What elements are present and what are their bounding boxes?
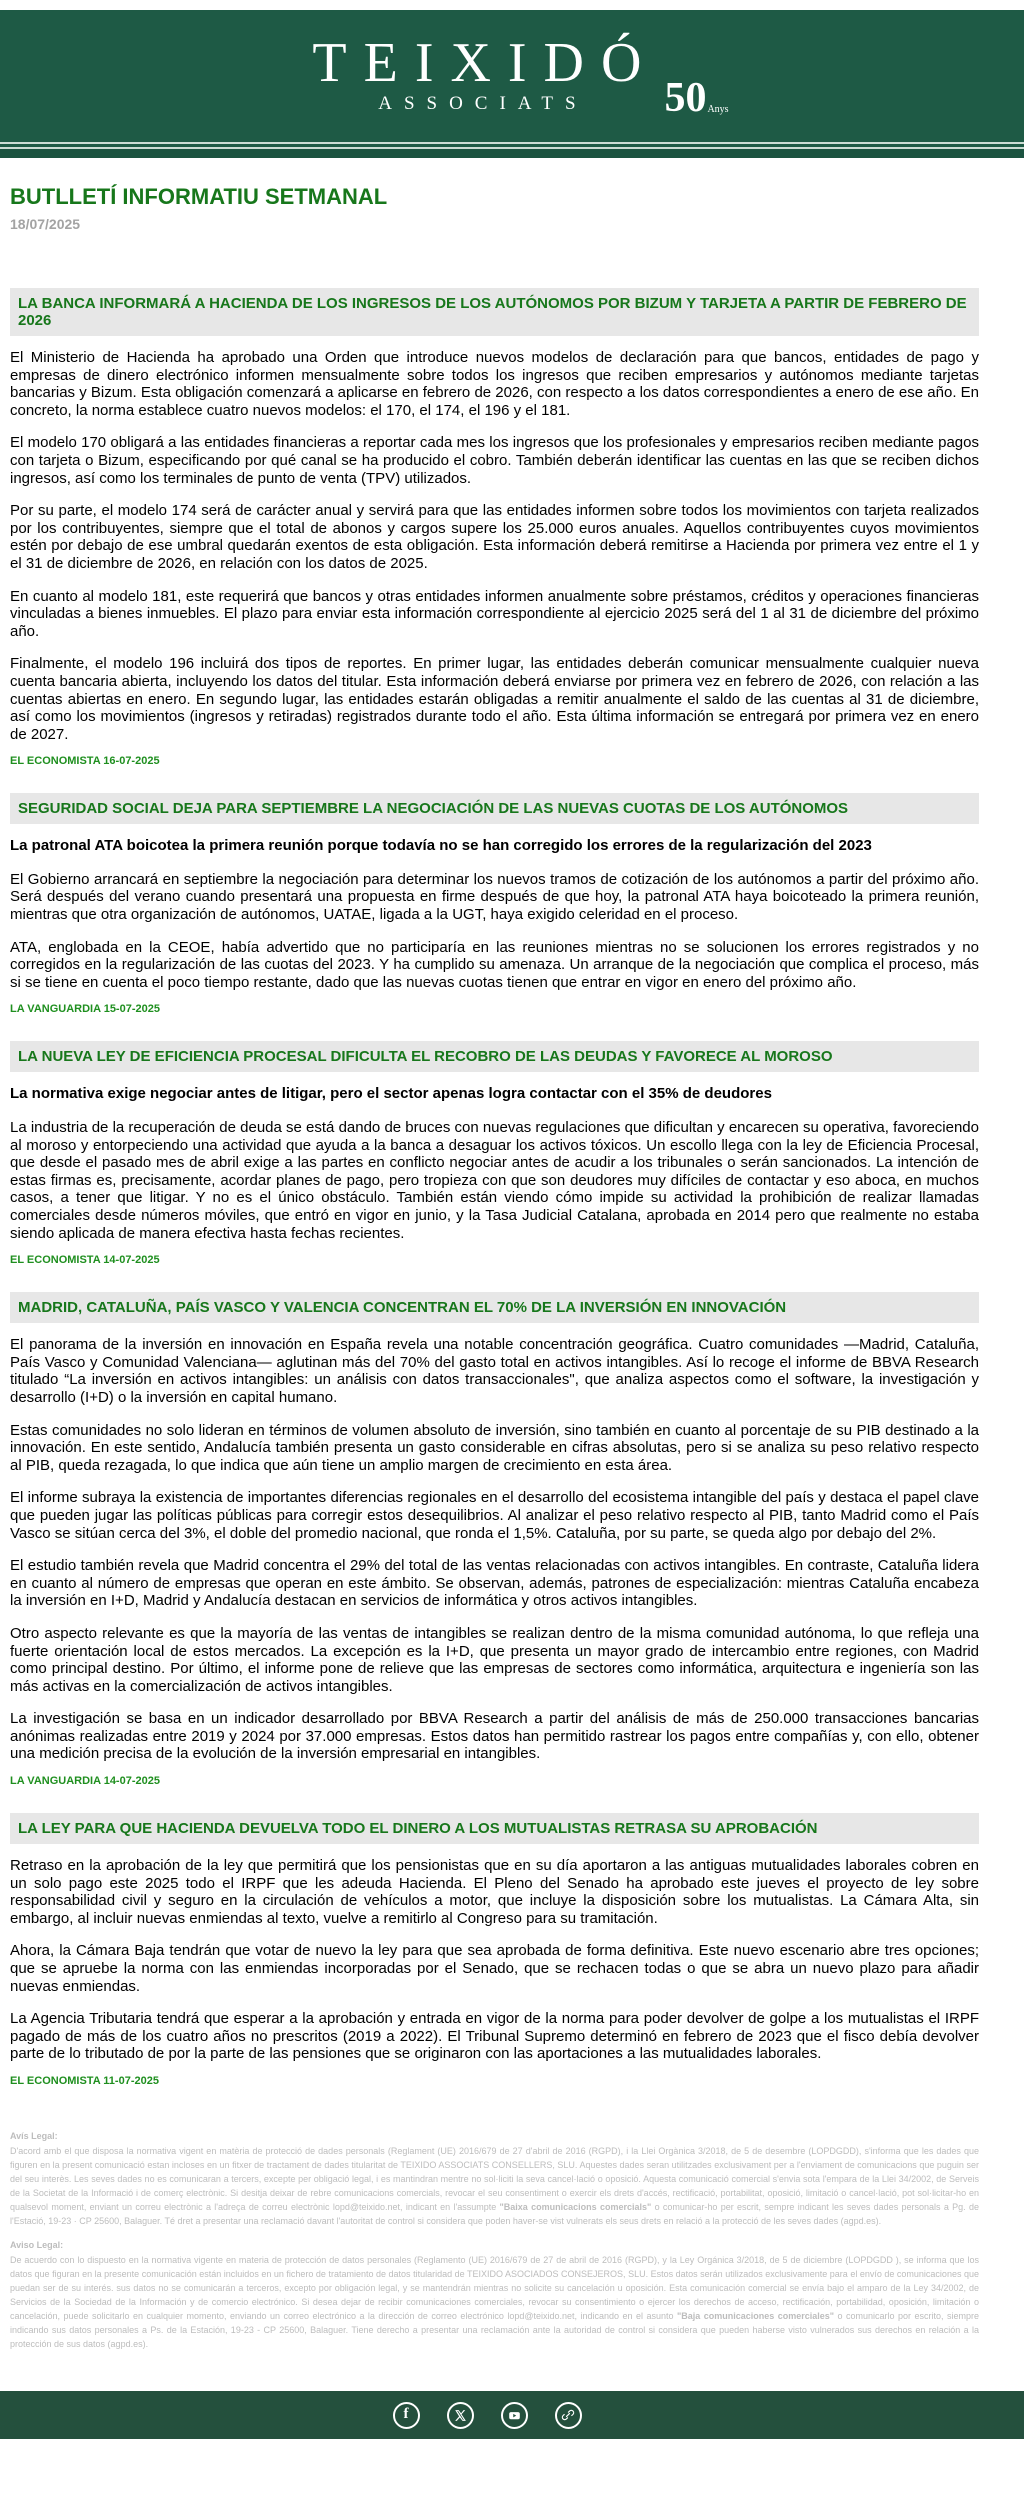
legal-text-spanish-part2: o comunicarlo por escrito, siempre indicando sus datos personales a Ps. de la Estación, 19-23 - CP 25600, Balaguer. Tiene derecho a presentar una reclamación ante la autoridad de control si considera que pueden haberse visto vulnerados sus derechos en relación a la protección de sus datos (agpd.es). — [10, 2311, 980, 2349]
newsletter-page — [0, 10, 1024, 2499]
article-source: EL ECONOMISTA 14-07-2025 — [10, 1254, 160, 1267]
legal-text-catalan — [10, 2144, 979, 2228]
article-mutualistas-irpf — [10, 1813, 979, 2087]
legal-text-catalan-part1: D'acord amb el que disposa la normativa vigent en matèria de protecció de dades personals (Reglament (UE) 2016/679 de 27 d'abril de 2016 (RGPD), i la Llei Orgànica 3/2018, de 5 de desembre (LOPDGDD), s'informa que les dades que figuren en la present comunicació estan incloses en un fitxer de tractament de dades titularitat de TEIXIDO ASSOCIATS CONSELLERS, SLU. Aquestes dades seran utilitzades exclusivament per a l'enviament de comunicacions que puguin ser del seu interès. Les seves dades no es comunicaran a tercers, excepte per obligació legal, i es mantindran mentre no sol·liciti la seva cancel·lació o oposició. Aquesta comunicació comercial s'envia sota l'empara de la Llei 34/2002, de Serveis de la Societat de la Informació i de comerç electrònic. Si desitja deixar de rebre comunicacions comercials, revocar el seu consentiment o exercir els drets d'accés, rectificació, portabilitat, oposició, limitació o cancel·lació, pot sol·licitar-ho en qualsevol moment, enviant un correu electrònic a l'adreça de correu electrònic lopd@teixido.net, indicant en l'assumpte — [10, 2146, 979, 2212]
article-paragraph: Otro aspecto relevante es que la mayoría de las ventas de intangibles se realizan dentro de la misma comunidad autónoma, lo que refleja una fuerte orientación local de estos mercados. La excepción es la I+D, que presenta un mayor grado de intercambio entre regiones, con Madrid como principal destino. Por último, el informe pone de relieve que las empresas de sectores como informática, arquitectura e ingeniería son las más activas en la comercialización de activos intangibles. — [10, 1624, 979, 1695]
page-title: BUTLLETÍ INFORMATIU SETMANAL — [10, 184, 388, 209]
article-paragraph: El modelo 170 obligará a las entidades financieras a reportar cada mes los ingresos que los profesionales y empresarios reciben mediante pagos con tarjeta o Bizum, especificando por qué canal se ha producido el cobro. También deberán identificar las cuentas en las que se reciben dichos ingresos, así como los terminales de punto de venta (TPV) utilizados. — [10, 434, 979, 487]
article-paragraph: La investigación se basa en un indicador desarrollado por BBVA Research a partir del análisis de más de 250.000 transacciones bancarias anónimas realizadas entre 2019 y 2024 por 37.000 empresas. Estos datos han permitido rastrear los pagos entre compañías y, con ello, obtener una medición precisa de la evolución de la inversión empresarial en intangibles. — [10, 1710, 979, 1763]
article-heading: SEGURIDAD SOCIAL DEJA PARA SEPTIEMBRE LA NEGOCIACIÓN DE LAS NUEVAS CUOTAS DE LOS AUTÓNOMOS — [10, 793, 979, 824]
article-ley-eficiencia-procesal — [10, 1041, 979, 1266]
article-paragraph: Ahora, la Cámara Baja tendrán que votar de nuevo la ley para que sea aprobada de forma definitiva. Este nuevo escenario abre tres opciones; que se apruebe la norma con las enmiendas incorporadas por el Senado, que se rechacen todas o que se abra un nuevo plazo para añadir nuevas enmiendas. — [10, 1942, 979, 1995]
link-icon[interactable] — [555, 2402, 582, 2429]
facebook-icon[interactable]: f — [393, 2402, 420, 2429]
legal-label-spanish: Aviso Legal: — [10, 2240, 64, 2250]
legal-unsubscribe-subject-spanish: "Baja comunicaciones comerciales" — [677, 2311, 835, 2321]
anniversary-label: Anys — [707, 103, 729, 115]
anniversary-50-anys-logo — [664, 74, 729, 121]
article-paragraph: La Agencia Tributaria tendrá que esperar a la aprobación y entrada en vigor de la norma para poder devolver de golpe a los mutualistas el IRPF pagado de más de los cuatro años no prescritos (2019 a 2022). El Tribunal Supremo determinó en febrero de 2023 que el fisco debía devolver parte de lo tributado de por la parte de las pensiones que se originaron con las aportaciones a las mutualidades laborales. — [10, 2010, 979, 2063]
article-seguridad-social-cuotas — [10, 793, 979, 1015]
article-paragraph: Finalmente, el modelo 196 incluirá dos tipos de reportes. En primer lugar, las entidades deberán comunicar mensualmente cualquier nueva cuenta bancaria abierta, incluyendo los datos del titular. Esta información deberá enviarse por primera vez en febrero de 2026, con relación a las cuentas abiertas en enero. En segundo lugar, las entidades estarán obligadas a remitir anualmente el saldo de las cuentas al 31 de diciembre, así como los movimientos (ingresos y retiradas) registrados durante todo el año. Esta última información se entregará por primera vez en enero de 2027. — [10, 655, 979, 743]
brand-name: TEIXIDÓ — [312, 32, 659, 95]
brand-subtitle: ASSOCIATS — [378, 92, 588, 114]
article-paragraph: Por su parte, el modelo 174 será de carácter anual y servirá para que las entidades informen sobre todos los movimientos con tarjeta realizados por los contribuyentes, siempre que el total de abonos y cargos supere los 25.000 euros anuales. Aquellos contribuyentes cuyos movimientos estén por debajo de ese umbral quedarán exentos de esta obligación. Esta información deberá remitirse a Hacienda por primera vez entre el 1 y el 31 de diciembre de 2026, en relación con los datos de 2025. — [10, 502, 979, 572]
bulletin-date: 18/07/2025 — [10, 216, 81, 232]
article-source: LA VANGUARDIA 14-07-2025 — [10, 1775, 160, 1788]
article-paragraph: El Gobierno arrancará en septiembre la negociación para determinar los nuevos tramos de cotización de los autónomos a partir del próximo año. Será después del verano cuando presentará una propuesta en firme después de que hoy, la patronal ATA haya boicoteado la primera reunión, mientras que otra organización de autónomos, UATAE, ligada a la UGT, haya exigido celeridad en el proceso. — [10, 870, 979, 924]
article-heading: LA LEY PARA QUE HACIENDA DEVUELVA TODO EL DINERO A LOS MUTUALISTAS RETRASA SU APROBACIÓN — [10, 1813, 979, 1844]
newsletter-content — [10, 184, 979, 2351]
article-paragraph: El estudio también revela que Madrid concentra el 29% del total de las ventas relacionadas con activos intangibles. En contraste, Cataluña lidera en cuanto al número de empresas que operan en este ámbito. Se observan, además, patrones de especialización: mientras Cataluña encabeza la inversión en I+D, Madrid y Andalucía destacan en servicios de informática y otros activos intangibles. — [10, 1557, 979, 1610]
header-banner — [0, 10, 1024, 142]
legal-label-catalan: Avís Legal: — [10, 2131, 58, 2141]
article-banca-bizum — [10, 288, 979, 767]
article-paragraph: El panorama de la inversión en innovación en España revela una notable concentración geográfica. Cuatro comunidades —Madrid, Cataluña, País Vasco y Comunidad Valenciana— aglutinan más del 70% del gasto total en activos intangibles. Así lo recoge el informe de BBVA Research titulado “La inversión en activos intangibles: un análisis con datos transaccionales", que analiza aspectos como el software, la investigación y desarrollo (I+D) o la inversión en capital humano. — [10, 1336, 979, 1406]
brand-logo-text — [295, 32, 659, 114]
article-paragraph: ATA, englobada en la CEOE, había advertido que no participaría en las reuniones mientras no se solucionen los errores registrados y no corregidos en la regularización de las cuotas del 2023. Y ha cumplido su amenaza. Un arranque de la negociación que complica el proceso, más si se tiene en cuenta el poco tiempo restante, dado que las nuevas cuotas tienen que entrar en vigor en enero del próximo año. — [10, 938, 979, 991]
banner-double-rule — [0, 142, 1024, 149]
banner-bottom-strip — [0, 149, 1024, 158]
anniversary-number: 50 — [664, 74, 707, 121]
legal-text-spanish — [10, 2253, 979, 2351]
article-paragraph: El Ministerio de Hacienda ha aprobado una Orden que introduce nuevos modelos de declaración para que bancos, entidades de pago y empresas de dinero electrónico informen mensualmente sobre todos los ingresos que reciben empresarios y autónomos mediante tarjetas bancarias y Bizum. Esta obligación comenzará a aplicarse en febrero de 2026, con respecto a los datos correspondientes a enero de ese año. En concreto, la norma establece cuatro nuevos modelos: el 170, el 174, el 196 y el 181. — [10, 349, 979, 419]
article-subheading: La patronal ATA boicotea la primera reunión porque todavía no se han corregido los errores de la regularización del 2023 — [10, 837, 872, 855]
article-paragraph: La industria de la recuperación de deuda se está dando de bruces con nuevas regulaciones que dificultan y encarecen su operativa, favoreciendo al moroso y entorpeciendo una actividad que ayuda a la banca a desaguar los activos tóxicos. Un escollo llega con la ley de Eficiencia Procesal, que desde el pasado mes de abril exige a las partes en conflicto negociar antes de acudir a los tribunales o serán sancionados. La intención de estas firmas es, precisamente, acordar planes de pago, pero tropieza con que son deudores muy difíciles de contactar y eso aboca, en muchos casos, a tener que litigar. Y no es el único obstáculo. También están viendo cómo impide su actividad la prohibición de realizar llamadas comerciales desde números móviles, que entró en vigor en junio, y la Tasa Judicial Catalana, aprobada en 2014 pero que realmente no estaba siendo aplicada de manera efectiva hasta fechas recientes. — [10, 1119, 979, 1242]
footer-social-bar — [0, 2391, 1024, 2439]
article-heading: LA NUEVA LEY DE EFICIENCIA PROCESAL DIFICULTA EL RECOBRO DE LAS DEUDAS Y FAVORECE AL MOROSO — [10, 1041, 979, 1072]
article-paragraph: Estas comunidades no solo lideran en términos de volumen absoluto de inversión, sino también en cuanto al porcentaje de su PIB destinado a la innovación. En este sentido, Andalucía también presenta un gasto considerable en cifras absolutas, pero si se analiza su peso relativo respecto al PIB, queda rezagada, lo que indica que aún tiene un amplio margen de crecimiento en esta área. — [10, 1421, 979, 1474]
article-source: EL ECONOMISTA 11-07-2025 — [10, 2075, 159, 2087]
article-paragraph: En cuanto al modelo 181, este requerirá que bancos y otras entidades informen anualmente sobre préstamos, créditos y operaciones financieras vinculadas a bienes inmuebles. El plazo para enviar esta información correspondiente al ejercicio 2025 será del 1 al 31 de diciembre del próximo año. — [10, 587, 979, 640]
article-paragraph: Retraso en la aprobación de la ley que permitirá que los pensionistas que en su día aportaron a las antiguas mutualidades laborales cobren en un solo pago este 2025 todo el IRPF que les adeuda Hacienda. El Pleno del Senado ha aprobado este jueves el proyecto de ley sobre responsabilidad civil y seguro en la circulación de vehículos a motor, que incluye la disposición sobre los mutualistas. La Cámara Alta, sin embargo, al incluir nuevas enmiendas al texto, vuelve a remitirlo al Congreso para su tramitación. — [10, 1857, 979, 1927]
article-paragraph: El informe subraya la existencia de importantes diferencias regionales en el desarrollo del ecosistema intangible del país y destaca el papel clave que pueden jugar las políticas públicas para corregir estos desequilibrios. Al analizar el peso relativo respecto al PIB, tanto Madrid como el País Vasco se sitúan cerca del 3%, el doble del promedio nacional, que ronda el 1,5%. Cataluña, por su parte, se queda algo por debajo del 2%. — [10, 1489, 979, 1542]
article-heading: MADRID, CATALUÑA, PAÍS VASCO Y VALENCIA CONCENTRAN EL 70% DE LA INVERSIÓN EN INNOVACIÓN — [10, 1292, 979, 1323]
youtube-icon[interactable] — [501, 2402, 528, 2429]
article-subheading: La normativa exige negociar antes de litigar, pero el sector apenas logra contactar con el 35% de deudores — [10, 1085, 772, 1103]
legal-text-catalan-part2: o comunicar-ho per escrit, sempre indicant les seves dades personals a Pg. de l'Estació, 19-23 · CP 25600, Balaguer. Té dret a presentar una reclamació davant l'autoritat de control si considera que poden haver-se vist vulnerats els seus drets en relació a la protecció de les seves dades (agpd.es). — [10, 2202, 979, 2226]
article-source: LA VANGUARDIA 15-07-2025 — [10, 1003, 160, 1016]
legal-text-spanish-part1: De acuerdo con lo dispuesto en la normativa vigente en materia de protección de datos personales (Reglamento (UE) 2016/679 de 27 de abril de 2016 (RGPD), y la Ley Orgánica 3/2018, de 5 de diciembre (LOPDGDD ), se informa que los datos que figuran en la presente comunicación están incluidos en un fichero de tratamiento de datos titularidad de TEIXIDO ASOCIADOS CONSEJEROS, SLU. Estos datos serán utilizados exclusivamente para el envío de comunicaciones que puedan ser de su interés. sus datos no se comunicarán a terceros, excepto por obligación legal, y se mantendrán mientras no solicite su cancelación u oposición. Esta comunicación comercial se envía bajo el amparo de la Ley 34/2002, de Servicios de la Sociedad de la Información y de comercio electrónico. Si desea dejar de recibir comunicaciones comerciales, revocar su consentimiento o ejercer los derechos de acceso, rectificación, portabilidad, oposición, limitación o cancelación, puede solicitarlo en cualquier momento, enviando un correo electrónico a la dirección de correo electrónico lopd@teixido.net, indicando en el asunto — [10, 2255, 979, 2321]
legal-unsubscribe-subject-catalan: "Baixa comunicacions comercials" — [499, 2202, 652, 2212]
article-source: EL ECONOMISTA 16-07-2025 — [10, 755, 160, 768]
legal-notices — [10, 2129, 979, 2351]
article-heading: LA BANCA INFORMARÁ A HACIENDA DE LOS INGRESOS DE LOS AUTÓNOMOS POR BIZUM Y TARJETA A PARTIR DE FEBRERO DE 2026 — [10, 288, 979, 336]
x-twitter-icon[interactable] — [447, 2402, 474, 2429]
brand-logo — [295, 32, 729, 121]
article-inversion-innovacion — [10, 1292, 979, 1787]
